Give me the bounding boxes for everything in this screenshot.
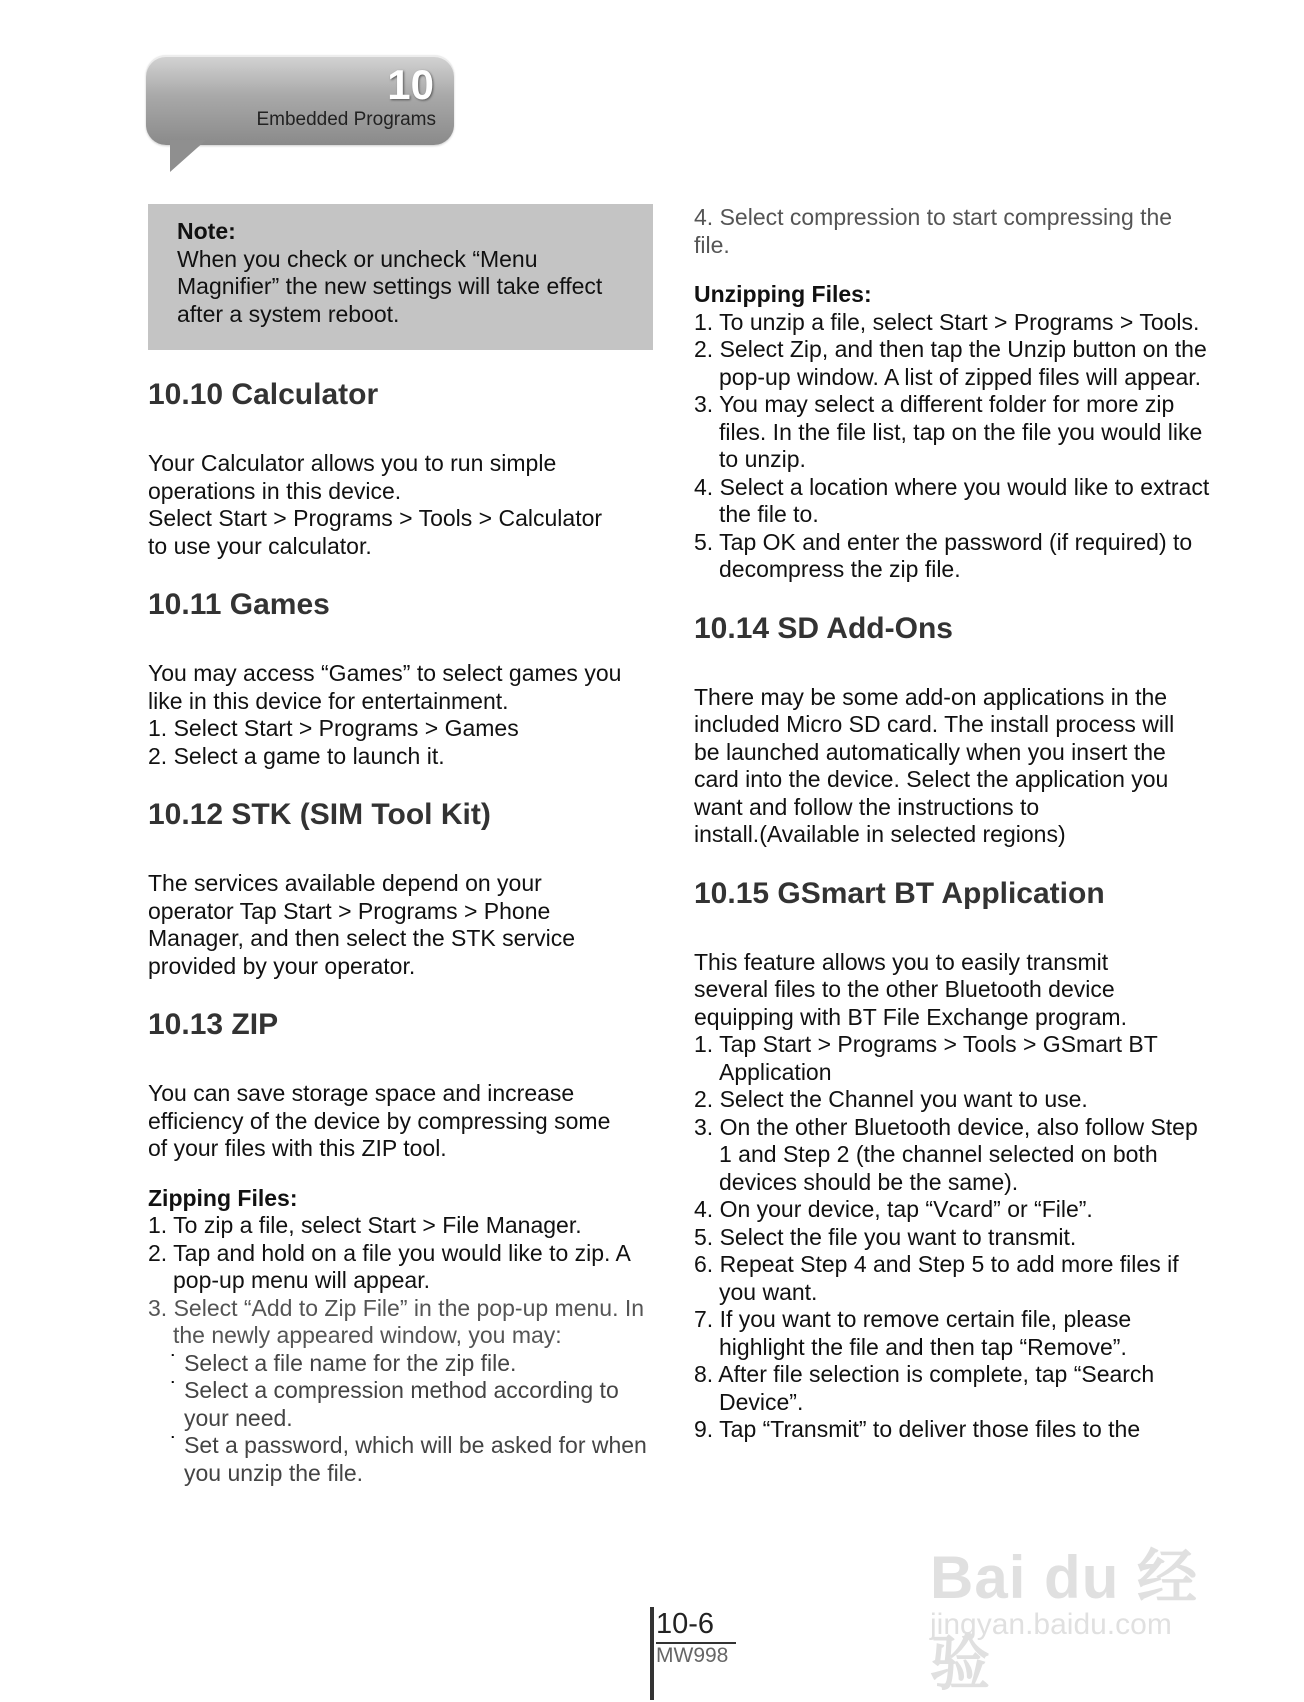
body-line: Manager, and then select the STK service [148,925,576,951]
section-heading-sd-add-ons: 10.14 SD Add-Ons [694,611,953,645]
body-line: This feature allows you to easily transmit [694,948,1109,975]
body-line: several files to the other Bluetooth device [694,976,1115,1002]
body-line: Select Start > Programs > Tools > Calculator [148,505,603,531]
chapter-number: 10 [387,61,434,108]
body-line: operator Tap Start > Programs > Phone [148,897,551,924]
list-item: ˙ Select a compression method according to your need. [170,1377,653,1432]
body-line: card into the device. Select the application you [694,766,1169,792]
body-line: included Micro SD card. The install process will [694,711,1175,737]
body-line: operations in this device. [148,477,402,504]
body-line: You can save storage space and increase [148,1080,575,1106]
note-line: When you check or uncheck “Menu [177,245,538,272]
body-line: be launched automatically when you insert the [694,738,1166,765]
page-number: 10-6 [656,1608,715,1640]
section-heading-calculator: 10.10 Calculator [148,378,379,411]
body-line: want and follow the instructions to [694,793,1040,820]
footer-divider [650,1607,654,1700]
body-line: You may access “Games” to select games you [148,660,622,686]
list-item: 5. Select the file you want to transmit. [694,1223,1077,1250]
list-item: 3. You may select a different folder for more zip files. In the file list, tap on the file you would like to unzip. [694,391,1203,472]
list-item: 2. Select the Channel you want to use. [694,1086,1088,1112]
note-title: Note: [177,218,236,244]
chapter-title: Embedded Programs [256,109,436,130]
list-item: 2. Tap and hold on a file you would like to zip. A pop-up menu will appear. [148,1239,630,1293]
note-line: after a system reboot. [177,300,400,327]
model-name: MW998 [656,1644,729,1667]
list-item: 6. Repeat Step 4 and Step 5 to add more files if you want. [694,1251,1179,1305]
section-heading-zip: 10.13 ZIP [148,1008,279,1041]
body-line: There may be some add-on applications in the [694,683,1168,710]
section-heading-stk: 10.12 STK (SIM Tool Kit) [148,798,491,831]
body-line: to use your calculator. [148,532,372,559]
bt-steps [694,1031,1214,1444]
list-item: ˙ Set a password, which will be asked for when you unzip the file. [170,1432,653,1487]
list-item: 1. To zip a file, select Start > File Manager. [148,1212,582,1238]
zipping-options [148,1350,653,1488]
body-line: install.(Available in selected regions) [694,821,1066,847]
chapter-badge [146,55,454,145]
zipping-steps [148,1212,653,1350]
list-item: ˙ Select a file name for the zip file. [170,1350,653,1378]
list-item: 7. If you want to remove certain file, please highlight the file and then tap “Remove”. [694,1306,1132,1360]
body-line: like in this device for entertainment. [148,687,509,714]
list-item: 3. On the other Bluetooth device, also follow Step 1 and Step 2 (the channel selected on both devices should be the same). [694,1113,1198,1195]
watermark-brand: Bai du 经验 [930,1544,1199,1697]
right-column [694,204,1214,1444]
list-item: 3. Select “Add to Zip File” in the pop-up menu. In the newly appeared window, you may: [148,1294,645,1348]
body-line: efficiency of the device by compressing some [148,1107,611,1134]
body-line: 2. Select a game to launch it. [148,742,445,769]
body-line: provided by your operator. [148,952,416,979]
chapter-badge-tail [170,140,206,172]
section-heading-games: 10.11 Games [148,588,330,621]
body-line: of your files with this ZIP tool. [148,1135,447,1161]
list-item: 1. To unzip a file, select Start > Programs > Tools. [694,308,1200,335]
note-line: Magnifier” the new settings will take effect [177,273,603,299]
watermark-url: jingyan.baidu.com [930,1608,1172,1641]
body-line: The services available depend on your [148,870,542,896]
section-heading-bt-application: 10.15 GSmart BT Application [694,876,1105,910]
list-item: 9. Tap “Transmit” to deliver those files to the [694,1416,1141,1442]
body-line: Your Calculator allows you to run simple [148,450,557,476]
list-item: 1. Tap Start > Programs > Tools > GSmart BT Application [694,1031,1158,1085]
list-item: 4. On your device, tap “Vcard” or “File”. [694,1196,1093,1222]
unzipping-steps [694,309,1214,584]
list-item: 2. Select Zip, and then tap the Unzip button on the pop-up window. A list of zipped files will appear. [694,336,1207,390]
list-item: 4. Select a location where you would like to extract the file to. [694,473,1210,527]
note-box [148,204,653,350]
left-column [148,204,653,1487]
zipping-files-heading: Zipping Files: [148,1184,298,1211]
list-item: 5. Tap OK and enter the password (if required) to decompress the zip file. [694,528,1193,582]
list-item: 8. After file selection is complete, tap “Search Device”. [694,1361,1155,1415]
body-line: 1. Select Start > Programs > Games [148,715,519,741]
unzipping-files-heading: Unzipping Files: [694,281,872,307]
baidu-watermark [930,1530,1230,1697]
zipping-step-4: 4. Select compression to start compressing the file. [694,204,1173,258]
body-line: equipping with BT File Exchange program. [694,1003,1127,1030]
